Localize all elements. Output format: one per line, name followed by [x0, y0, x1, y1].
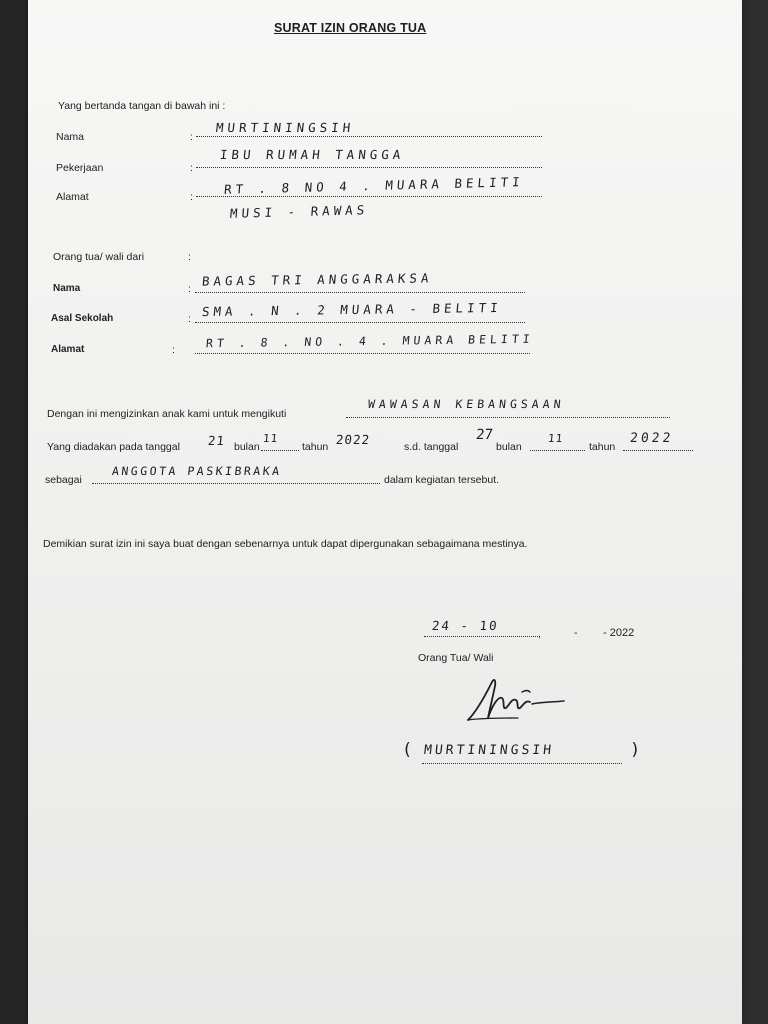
- child-name-dotted-line: [195, 292, 525, 293]
- sign-year: - 2022: [603, 627, 635, 639]
- parent-name-value: MURTININGSIH: [215, 120, 356, 135]
- child-address-dotted-line: [195, 353, 530, 354]
- colon: :: [188, 283, 191, 295]
- signature-scribble: [462, 668, 572, 728]
- permission-end-text: dalam kegiatan tersebut.: [384, 474, 499, 486]
- year-to-dotted-line: [623, 450, 693, 451]
- date-from-month: 11: [262, 432, 279, 445]
- parent-job-value: IBU RUMAH TANGGA: [219, 147, 406, 162]
- date-to-day: 27: [475, 427, 494, 443]
- child-school-dotted-line: [195, 322, 525, 323]
- permission-text: Dengan ini mengizinkan anak kami untuk mengikuti: [47, 408, 287, 420]
- colon: :: [188, 313, 191, 325]
- sd-label: s.d. tanggal: [404, 441, 459, 453]
- date-from-year: 2022: [335, 432, 371, 447]
- role-dotted-line: [92, 483, 380, 484]
- sign-date-dash: -: [574, 627, 578, 639]
- colon: :: [190, 162, 193, 174]
- colon: :: [188, 251, 191, 263]
- held-text: Yang diadakan pada tanggal: [47, 441, 180, 453]
- month-from-dotted-line: [261, 450, 299, 451]
- name-close-paren: ): [630, 740, 641, 760]
- activity-dotted-line: [346, 417, 670, 418]
- colon: :: [172, 344, 175, 356]
- letter-title: SURAT IZIN ORANG TUA: [274, 21, 427, 35]
- tahun-label: tahun: [589, 441, 616, 453]
- parent-job-dotted-line: [196, 167, 542, 168]
- child-address-value: RT . 8 . NO . 4 . MUARA BELITI: [205, 331, 535, 351]
- child-school-value: SMA . N . 2 MUARA - BELITI: [201, 299, 503, 320]
- month-to-dotted-line: [530, 450, 585, 451]
- date-to-year: 2022: [629, 431, 675, 446]
- bulan-label: bulan: [496, 441, 522, 453]
- tahun-label: tahun: [302, 441, 329, 453]
- signer-name-value: MURTININGSIH: [423, 743, 555, 758]
- child-heading: Orang tua/ wali dari: [53, 251, 145, 263]
- parent-name-dotted-line: [196, 136, 542, 137]
- colon: :: [190, 131, 193, 143]
- closing-text: Demikian surat izin ini saya buat dengan sebenarnya untuk dapat dipergunakan sebagaimana mestinya.: [43, 538, 528, 550]
- parent-address-label: Alamat: [56, 191, 89, 203]
- parent-address-line2: MUSI - RAWAS: [229, 202, 369, 221]
- parent-name-label: Nama: [56, 131, 85, 143]
- parent-address-line1: RT . 8 NO 4 . MUARA BELITI: [223, 174, 525, 197]
- signer-name-dotted-line: [422, 763, 622, 764]
- child-school-label: Asal Sekolah: [51, 313, 114, 324]
- background-right-edge: [742, 0, 768, 1024]
- intro-text: Yang bertanda tangan di bawah ini :: [58, 100, 226, 112]
- role-value: ANGGOTA PASKIBRAKA: [111, 464, 283, 478]
- sign-date-dotted-line: [424, 636, 540, 637]
- child-name-label: Nama: [53, 283, 81, 294]
- child-address-label: Alamat: [51, 344, 85, 355]
- date-to-month: 11: [547, 432, 564, 445]
- activity-value: WAWASAN KEBANGSAAN: [367, 397, 566, 411]
- parent-job-label: Pekerjaan: [56, 162, 104, 174]
- bulan-label: bulan: [234, 441, 260, 453]
- name-open-paren: (: [402, 740, 413, 760]
- colon: :: [190, 191, 193, 203]
- background-left-edge: [0, 0, 28, 1024]
- guardian-role-label: Orang Tua/ Wali: [418, 652, 494, 664]
- sign-date-value: 24 - 10: [431, 618, 500, 633]
- sign-date-comma: ,: [538, 628, 541, 640]
- child-name-value: BAGAS TRI ANGGARAKSA: [201, 270, 434, 289]
- date-from-day: 21: [207, 433, 226, 448]
- as-label: sebagai: [45, 474, 82, 486]
